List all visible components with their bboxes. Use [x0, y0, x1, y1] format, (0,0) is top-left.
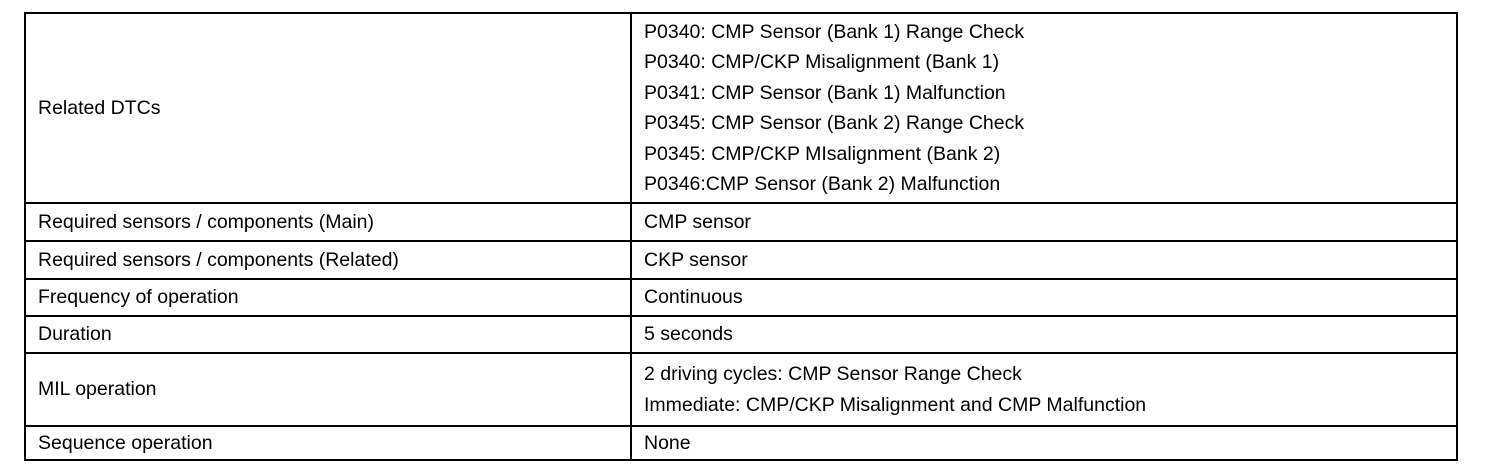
- row-label: Duration: [25, 316, 631, 353]
- row-value: [631, 279, 1457, 316]
- value-line: CMP sensor: [644, 210, 751, 233]
- dtc-line: P0340: CMP/CKP Misalignment (Bank 1): [644, 51, 1000, 73]
- row-label: MIL operation: [25, 353, 631, 426]
- value-line: CKP sensor: [644, 248, 748, 271]
- row-label: Related DTCs: [25, 13, 631, 203]
- table-row-mil-operation: [25, 353, 1457, 426]
- dtc-line: P0345: CMP/CKP MIsalignment (Bank 2): [644, 142, 1001, 165]
- row-label: Frequency of operation: [25, 279, 631, 316]
- row-label: Required sensors / components (Main): [25, 203, 631, 241]
- value-line: None: [644, 431, 691, 454]
- table-row-frequency-of-operation: [25, 279, 1457, 316]
- row-value: [631, 13, 1457, 203]
- row-value: [631, 426, 1457, 460]
- row-label: Required sensors / components (Related): [25, 241, 631, 279]
- table-row-required-sensors-main: [25, 203, 1457, 241]
- dtc-line: P0341: CMP Sensor (Bank 1) Malfunction: [644, 81, 1006, 104]
- row-value: [631, 203, 1457, 241]
- value-line: 5 seconds: [644, 323, 733, 346]
- row-value: [631, 316, 1457, 353]
- dtc-line: P0346:CMP Sensor (Bank 2) Malfunction: [644, 173, 1001, 195]
- monitor-specification-table: [24, 12, 1458, 461]
- dtc-line: P0345: CMP Sensor (Bank 2) Range Check: [644, 112, 1025, 134]
- value-line: Immediate: CMP/CKP Misalignment and CMP Malfunction: [644, 393, 1147, 416]
- row-value: [631, 241, 1457, 279]
- value-line: Continuous: [644, 286, 743, 309]
- value-line: 2 driving cycles: CMP Sensor Range Check: [644, 363, 1022, 385]
- table-row-related-dtcs: [25, 13, 1457, 203]
- row-value: [631, 353, 1457, 426]
- row-label: Sequence operation: [25, 426, 631, 460]
- table-row-required-sensors-related: [25, 241, 1457, 279]
- dtc-line: P0340: CMP Sensor (Bank 1) Range Check: [644, 20, 1025, 43]
- table-row-duration: [25, 316, 1457, 353]
- table-row-sequence-operation: [25, 426, 1457, 460]
